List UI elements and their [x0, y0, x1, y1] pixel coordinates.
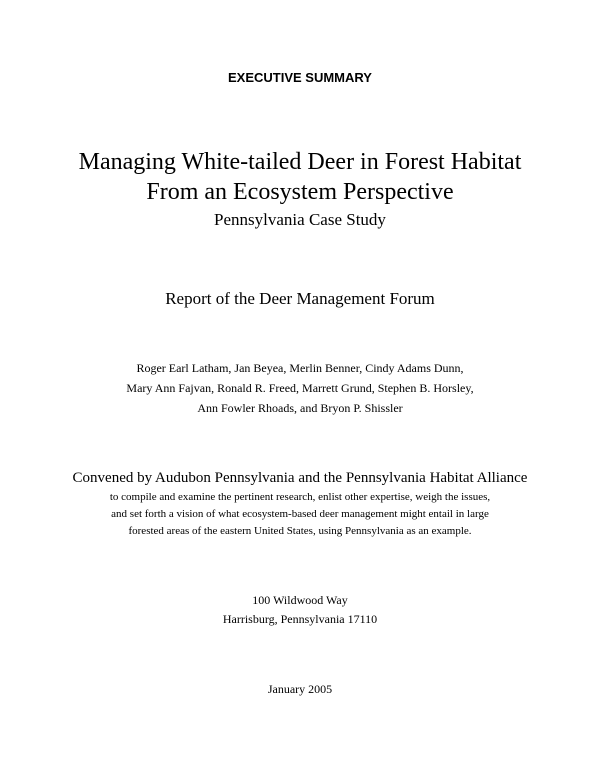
address-city: Harrisburg, Pennsylvania 17110	[222, 612, 378, 626]
convened-detail-line-3: forested areas of the eastern United States, using Pennsylvania as an example.	[128, 525, 472, 537]
authors-line-2: Mary Ann Fajvan, Ronald R. Freed, Marrett Grund, Stephen B. Horsley,	[126, 381, 474, 395]
executive-summary-heading: EXECUTIVE SUMMARY	[228, 70, 372, 85]
convened-detail-line-1: to compile and examine the pertinent research, enlist other expertise, weigh the issues,	[109, 491, 491, 503]
title-line-2: From an Ecosystem Perspective	[146, 179, 454, 205]
publication-date: January 2005	[267, 682, 333, 696]
authors-line-1: Roger Earl Latham, Jan Beyea, Merlin Benner, Cindy Adams Dunn,	[136, 361, 464, 375]
title-line-1: Managing White-tailed Deer in Forest Habitat	[78, 149, 522, 175]
subtitle: Pennsylvania Case Study	[214, 210, 386, 229]
report-name: Report of the Deer Management Forum	[165, 289, 435, 308]
convened-detail-line-2: and set forth a vision of what ecosystem-based deer management might entail in large	[111, 508, 489, 520]
address-street: 100 Wildwood Way	[252, 593, 348, 607]
authors-line-3: Ann Fowler Rhoads, and Bryon P. Shissler	[197, 401, 403, 415]
convened-by-line: Convened by Audubon Pennsylvania and the Pennsylvania Habitat Alliance	[72, 470, 528, 486]
